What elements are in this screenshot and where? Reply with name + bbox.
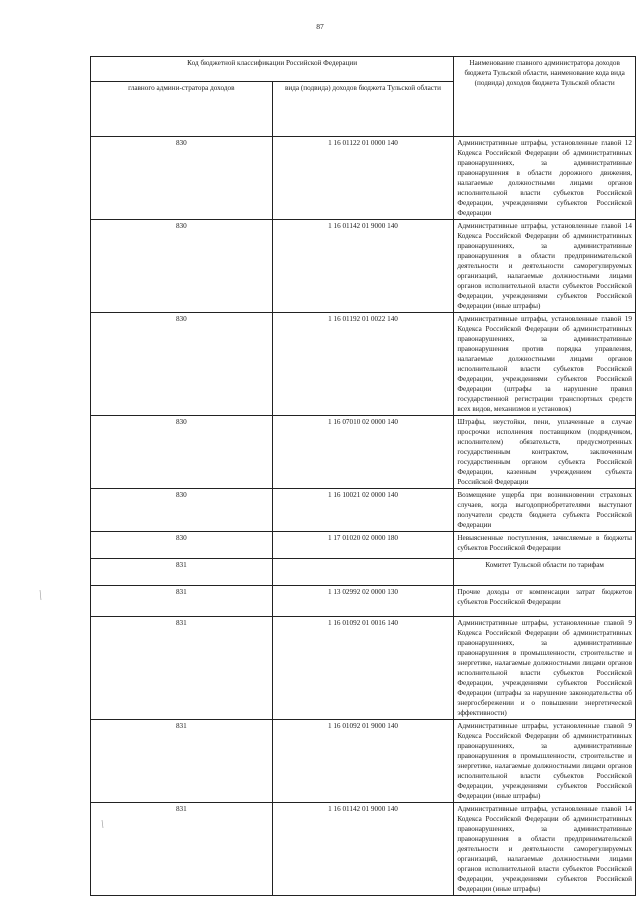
- income-code: [272, 559, 454, 586]
- income-code: 1 16 10021 02 0000 140: [272, 489, 454, 532]
- table-row: [91, 489, 636, 532]
- income-code: 1 16 01122 01 0000 140: [272, 137, 454, 220]
- administrator-title: Комитет Тульской области по тарифам: [454, 559, 636, 586]
- header-code-group: Код бюджетной классификации Российской Федерации: [91, 57, 454, 82]
- income-description: Административные штрафы, установленные главой 12 Кодекса Российской Федерации об административных правонарушениях, за административные правонарушения в области дорожного движения, налагаемые должностными лицами органов исполнительной власти субъектов Российской Федерации, учреждениями субъектов Российской Федерации: [454, 137, 636, 220]
- table-row: [91, 720, 636, 803]
- income-code: 1 17 01020 02 0000 180: [272, 532, 454, 559]
- header-name-column: Наименование главного администратора доходов бюджета Тульской области, наименование кода вида (подвида) доходов бюджета Тульской области: [454, 57, 636, 137]
- section-row: [91, 559, 636, 586]
- scan-mark: [40, 590, 41, 600]
- income-code: 1 16 01192 01 0022 140: [272, 313, 454, 416]
- header-type-column: вида (подвида) доходов бюджета Тульской области: [272, 82, 454, 137]
- income-code: 1 16 01092 01 9000 140: [272, 720, 454, 803]
- admin-code: 830: [91, 416, 273, 489]
- income-code: 1 13 02992 02 0000 130: [272, 586, 454, 617]
- admin-code: 830: [91, 532, 273, 559]
- income-description: Административные штрафы, установленные главой 9 Кодекса Российской Федерации об административных правонарушениях, за административные правонарушения в промышленности, строительстве и энергетике, налагаемые должностными лицами органов исполнительной власти субъектов Российской Федерации, учреждениями субъектов Российской Федерации (штрафы за нарушение законодательства об энергосбережении и о повышении энергетической эффективности): [454, 617, 636, 720]
- budget-classification-table: [90, 56, 636, 896]
- income-description: Невыясненные поступления, зачисляемые в бюджеты субъектов Российской Федерации: [454, 532, 636, 559]
- income-description: Штрафы, неустойки, пени, уплаченные в случае просрочки исполнения поставщиком (подрядчиком, исполнителем) обязательств, предусмотренных государственным контрактом, заключенным государственным органом субъекта Российской Федерации, казенным учреждением субъекта Российской Федерации: [454, 416, 636, 489]
- table-row: [91, 313, 636, 416]
- income-code: 1 16 01092 01 0016 140: [272, 617, 454, 720]
- income-description: Административные штрафы, установленные главой 19 Кодекса Российской Федерации об административных правонарушениях, за административные правонарушения против порядка управления, налагаемые должностными лицами органов исполнительной власти субъектов Российской Федерации, учреждениями субъектов Российской Федерации (штрафы за нарушение правил государственной регистрации транспортных средств всех видов, механизмов и установок): [454, 313, 636, 416]
- table-row: [91, 220, 636, 313]
- admin-code: 830: [91, 137, 273, 220]
- table-row: [91, 617, 636, 720]
- page-number: 87: [316, 22, 324, 31]
- income-description: Возмещение ущерба при возникновении страховых случаев, когда выгодоприобретателями выступают получатели средств бюджета субъекта Российской Федерации: [454, 489, 636, 532]
- header-row: [91, 57, 636, 82]
- admin-code: 831: [91, 720, 273, 803]
- income-code: 1 16 07010 02 0000 140: [272, 416, 454, 489]
- table-row: [91, 532, 636, 559]
- admin-code: 831: [91, 617, 273, 720]
- table-row: [91, 416, 636, 489]
- admin-code: 831: [91, 559, 273, 586]
- header-admin-column: главного админи-стратора доходов: [91, 82, 273, 137]
- income-description: Прочие доходы от компенсации затрат бюджетов субъектов Российской Федерации: [454, 586, 636, 617]
- income-description: Административные штрафы, установленные главой 9 Кодекса Российской Федерации об административных правонарушениях, за административные правонарушения в промышленности, строительстве и энергетике, налагаемые должностными лицами органов исполнительной власти субъектов Российской Федерации, учреждениями субъектов Российской Федерации (иные штрафы): [454, 720, 636, 803]
- table-row: [91, 137, 636, 220]
- income-code: 1 16 01142 01 9000 140: [272, 803, 454, 896]
- table-row: [91, 586, 636, 617]
- income-description: Административные штрафы, установленные главой 14 Кодекса Российской Федерации об административных правонарушениях, за административные правонарушения в области предпринимательской деятельности и деятельности саморегулируемых организаций, налагаемые должностными лицами органов исполнительной власти субъектов Российской Федерации, учреждениями субъектов Российской Федерации (иные штрафы): [454, 220, 636, 313]
- admin-code: 831: [91, 586, 273, 617]
- income-code: 1 16 01142 01 9000 140: [272, 220, 454, 313]
- table-row: [91, 803, 636, 896]
- income-description: Административные штрафы, установленные главой 14 Кодекса Российской Федерации об административных правонарушениях, за административные правонарушения в области предпринимательской деятельности и деятельности саморегулируемых организаций, налагаемые должностными лицами органов исполнительной власти субъектов Российской Федерации, учреждениями субъектов Российской Федерации (иные штрафы): [454, 803, 636, 896]
- admin-code: 830: [91, 313, 273, 416]
- admin-code: 830: [91, 489, 273, 532]
- admin-code: 830: [91, 220, 273, 313]
- admin-code: 831: [91, 803, 273, 896]
